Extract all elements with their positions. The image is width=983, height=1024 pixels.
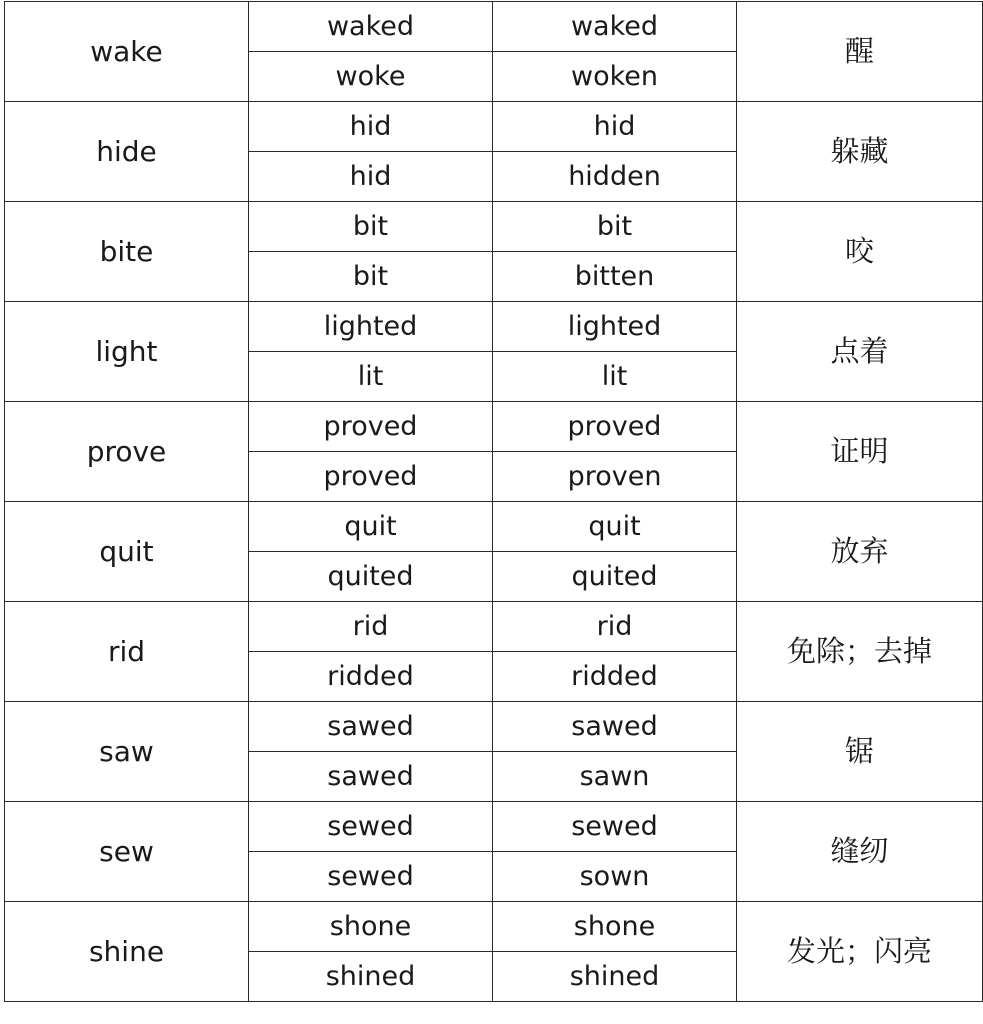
past-participle-cell: hidden bbox=[493, 152, 737, 202]
past-tense-cell: hid bbox=[249, 152, 493, 202]
base-form-cell: wake bbox=[5, 2, 249, 102]
meaning-cell: 证明 bbox=[737, 402, 983, 502]
past-tense-cell: shined bbox=[249, 952, 493, 1002]
base-form-cell: bite bbox=[5, 202, 249, 302]
table-row bbox=[5, 802, 983, 852]
past-tense-cell: ridded bbox=[249, 652, 493, 702]
past-participle-cell: shone bbox=[493, 902, 737, 952]
past-participle-cell: hid bbox=[493, 102, 737, 152]
base-form-cell: shine bbox=[5, 902, 249, 1002]
meaning-cell: 放弃 bbox=[737, 502, 983, 602]
past-tense-cell: sawed bbox=[249, 752, 493, 802]
past-participle-cell: shined bbox=[493, 952, 737, 1002]
past-participle-cell: sawn bbox=[493, 752, 737, 802]
past-participle-cell: rid bbox=[493, 602, 737, 652]
meaning-cell: 点着 bbox=[737, 302, 983, 402]
meaning-cell: 咬 bbox=[737, 202, 983, 302]
meaning-cell: 锯 bbox=[737, 702, 983, 802]
base-form-cell: quit bbox=[5, 502, 249, 602]
past-tense-cell: quited bbox=[249, 552, 493, 602]
past-tense-cell: bit bbox=[249, 202, 493, 252]
past-tense-cell: proved bbox=[249, 452, 493, 502]
meaning-cell: 缝纫 bbox=[737, 802, 983, 902]
base-form-cell: rid bbox=[5, 602, 249, 702]
past-participle-cell: bit bbox=[493, 202, 737, 252]
table-row bbox=[5, 902, 983, 952]
past-tense-cell: woke bbox=[249, 52, 493, 102]
meaning-cell: 醒 bbox=[737, 2, 983, 102]
past-participle-cell: sawed bbox=[493, 702, 737, 752]
past-participle-cell: quit bbox=[493, 502, 737, 552]
table-row bbox=[5, 202, 983, 252]
past-tense-cell: proved bbox=[249, 402, 493, 452]
table-row bbox=[5, 2, 983, 52]
table-row bbox=[5, 302, 983, 352]
table-row bbox=[5, 702, 983, 752]
verb-table-body bbox=[5, 2, 983, 1002]
past-tense-cell: waked bbox=[249, 2, 493, 52]
past-tense-cell: lighted bbox=[249, 302, 493, 352]
table-row bbox=[5, 602, 983, 652]
meaning-cell: 躲藏 bbox=[737, 102, 983, 202]
past-tense-cell: sewed bbox=[249, 852, 493, 902]
past-participle-cell: quited bbox=[493, 552, 737, 602]
base-form-cell: light bbox=[5, 302, 249, 402]
base-form-cell: saw bbox=[5, 702, 249, 802]
past-participle-cell: lighted bbox=[493, 302, 737, 352]
base-form-cell: hide bbox=[5, 102, 249, 202]
past-tense-cell: lit bbox=[249, 352, 493, 402]
past-tense-cell: shone bbox=[249, 902, 493, 952]
irregular-verb-table bbox=[4, 1, 983, 1002]
past-participle-cell: ridded bbox=[493, 652, 737, 702]
meaning-cell: 发光；闪亮 bbox=[737, 902, 983, 1002]
past-tense-cell: sewed bbox=[249, 802, 493, 852]
past-participle-cell: sown bbox=[493, 852, 737, 902]
past-participle-cell: proved bbox=[493, 402, 737, 452]
past-participle-cell: lit bbox=[493, 352, 737, 402]
past-tense-cell: sawed bbox=[249, 702, 493, 752]
past-tense-cell: quit bbox=[249, 502, 493, 552]
past-tense-cell: hid bbox=[249, 102, 493, 152]
table-row bbox=[5, 102, 983, 152]
past-participle-cell: woken bbox=[493, 52, 737, 102]
base-form-cell: sew bbox=[5, 802, 249, 902]
table-row bbox=[5, 402, 983, 452]
past-tense-cell: rid bbox=[249, 602, 493, 652]
meaning-cell: 免除；去掉 bbox=[737, 602, 983, 702]
past-participle-cell: sewed bbox=[493, 802, 737, 852]
past-participle-cell: bitten bbox=[493, 252, 737, 302]
past-participle-cell: proven bbox=[493, 452, 737, 502]
past-participle-cell: waked bbox=[493, 2, 737, 52]
base-form-cell: prove bbox=[5, 402, 249, 502]
table-row bbox=[5, 502, 983, 552]
past-tense-cell: bit bbox=[249, 252, 493, 302]
